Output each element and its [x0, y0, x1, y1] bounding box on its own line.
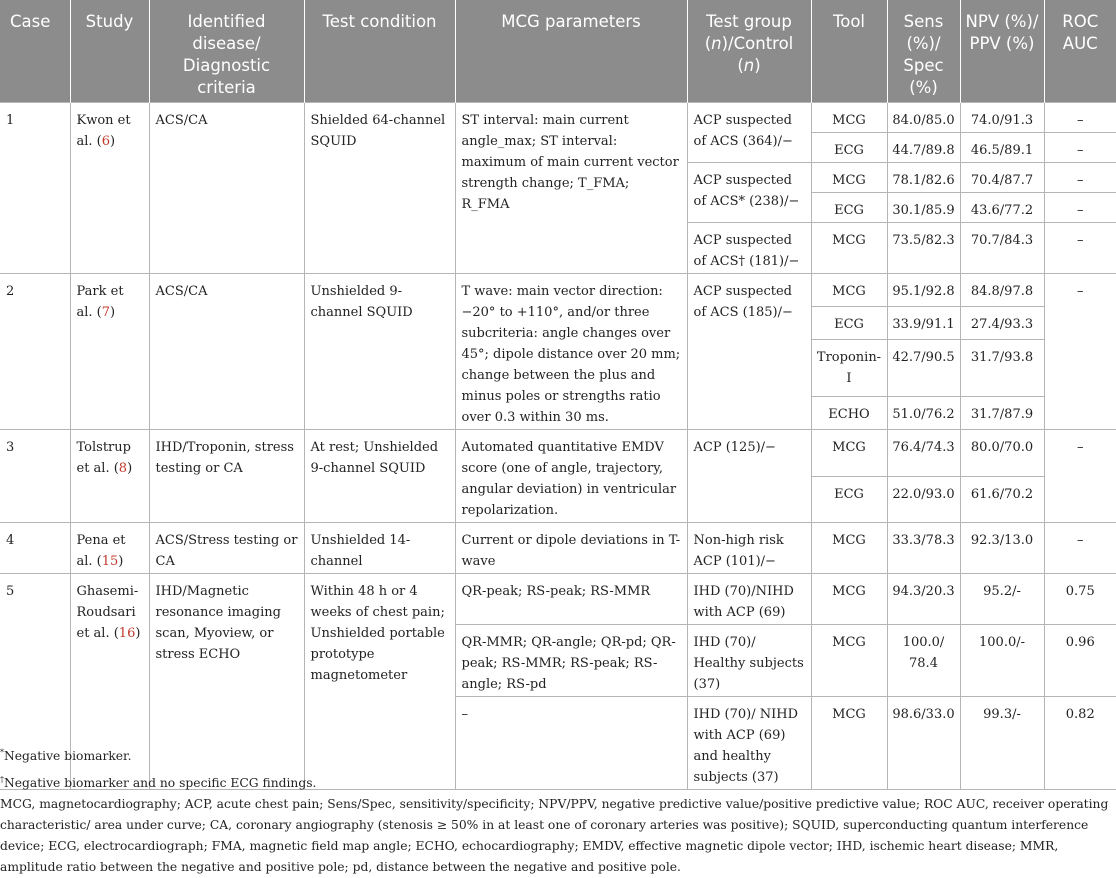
roc-cell: 0.82	[1044, 697, 1116, 790]
sens-spec-cell: 51.0/76.2	[887, 396, 960, 429]
tool-cell: ECG	[811, 307, 887, 340]
roc-cell: –	[1044, 163, 1116, 193]
npv-ppv-cell: 100.0/-	[960, 625, 1044, 697]
group-cell: ACP suspected of ACS (364)/−	[687, 103, 811, 163]
condition-cell: Unshielded 14-channel	[304, 523, 455, 574]
header-sens: Sens (%)/ Spec (%)	[887, 0, 960, 103]
roc-cell: –	[1044, 223, 1116, 274]
npv-ppv-cell: 80.0/70.0	[960, 430, 1044, 477]
tool-cell: MCG	[811, 523, 887, 574]
case-number: 4	[0, 523, 70, 574]
table-footnotes	[0, 746, 1112, 878]
sens-spec-cell: 33.3/78.3	[887, 523, 960, 574]
case-number: 1	[0, 103, 70, 274]
header-row	[0, 0, 1116, 103]
group-cell: ACP suspected of ACS* (238)/−	[687, 163, 811, 223]
condition-cell: Within 48 h or 4 weeks of chest pain; Unshielded portable prototype magnetometer	[304, 574, 455, 790]
sens-spec-cell: 30.1/85.9	[887, 193, 960, 223]
header-tool: Tool	[811, 0, 887, 103]
roc-cell: 0.75	[1044, 574, 1116, 625]
npv-ppv-cell: 84.8/97.8	[960, 274, 1044, 307]
tool-cell: MCG	[811, 163, 887, 193]
roc-cell: –	[1044, 274, 1116, 430]
footnote-dagger: †Negative biomarker and no specific ECG findings.	[0, 774, 317, 790]
reference-link[interactable]: 16	[118, 626, 136, 641]
npv-ppv-cell: 61.6/70.2	[960, 476, 1044, 523]
reference-link[interactable]: 6	[101, 134, 111, 149]
tool-cell: MCG	[811, 430, 887, 477]
tool-cell: ECHO	[811, 396, 887, 429]
params-cell: ST interval: main current angle_max; ST interval: maximum of main current vector strength change; T_FMA; R_FMA	[455, 103, 687, 274]
npv-ppv-cell: 95.2/-	[960, 574, 1044, 625]
params-cell: –	[455, 697, 687, 790]
tool-cell: ECG	[811, 476, 887, 523]
sens-spec-cell: 44.7/89.8	[887, 133, 960, 163]
tool-cell: MCG	[811, 274, 887, 307]
params-cell: Automated quantitative EMDV score (one of angle, trajectory, angular deviation) in ventricular repolarization.	[455, 430, 687, 523]
disease-cell: ACS/CA	[149, 103, 304, 274]
condition-cell: Unshielded 9-channel SQUID	[304, 274, 455, 430]
reference-link[interactable]: 15	[101, 554, 119, 569]
sens-spec-cell: 98.6/33.0	[887, 697, 960, 790]
study-cell: Tolstrup et al. (8)	[70, 430, 149, 523]
sens-spec-cell: 22.0/93.0	[887, 476, 960, 523]
tool-cell: MCG	[811, 103, 887, 133]
group-cell: ACP suspected of ACS (185)/−	[687, 274, 811, 430]
table-row	[0, 103, 1116, 133]
tool-cell: MCG	[811, 223, 887, 274]
sens-spec-cell: 42.7/90.5	[887, 340, 960, 396]
npv-ppv-cell: 99.3/-	[960, 697, 1044, 790]
npv-ppv-cell: 70.7/84.3	[960, 223, 1044, 274]
group-cell: IHD (70)/ Healthy subjects (37)	[687, 625, 811, 697]
sens-spec-cell: 73.5/82.3	[887, 223, 960, 274]
disease-cell: IHD/Troponin, stress testing or CA	[149, 430, 304, 523]
condition-cell: Shielded 64-channel SQUID	[304, 103, 455, 274]
group-cell: Non-high risk ACP (101)/−	[687, 523, 811, 574]
condition-cell: At rest; Unshielded 9-channel SQUID	[304, 430, 455, 523]
reference-link[interactable]: 7	[101, 305, 111, 320]
npv-ppv-cell: 31.7/87.9	[960, 396, 1044, 429]
params-cell: QR-peak; RS-peak; RS-MMR	[455, 574, 687, 625]
group-cell: IHD (70)/ NIHD with ACP (69) and healthy subjects (37)	[687, 697, 811, 790]
table-row	[0, 574, 1116, 625]
footnote-asterisk: *Negative biomarker.	[0, 747, 132, 763]
header-npv: NPV (%)/ PPV (%)	[960, 0, 1044, 103]
header-case: Case	[0, 0, 70, 103]
reference-link[interactable]: 8	[118, 461, 128, 476]
params-cell: Current or dipole deviations in T-wave	[455, 523, 687, 574]
disease-cell: ACS/CA	[149, 274, 304, 430]
header-group: Test group (n)/Control (n)	[687, 0, 811, 103]
roc-cell: –	[1044, 430, 1116, 523]
sens-spec-cell: 84.0/85.0	[887, 103, 960, 133]
npv-ppv-cell: 46.5/89.1	[960, 133, 1044, 163]
group-cell: IHD (70)/NIHD with ACP (69)	[687, 574, 811, 625]
npv-ppv-cell: 31.7/93.8	[960, 340, 1044, 396]
tool-cell: MCG	[811, 574, 887, 625]
params-cell: QR-MMR; QR-angle; QR-pd; QR-peak; RS-MMR; RS-peak; RS-angle; RS-pd	[455, 625, 687, 697]
npv-ppv-cell: 70.4/87.7	[960, 163, 1044, 193]
roc-cell: –	[1044, 103, 1116, 133]
sens-spec-cell: 95.1/92.8	[887, 274, 960, 307]
study-cell: Pena et al. (15)	[70, 523, 149, 574]
roc-cell: 0.96	[1044, 625, 1116, 697]
tool-cell: Troponin-I	[811, 340, 887, 396]
npv-ppv-cell: 92.3/13.0	[960, 523, 1044, 574]
sens-spec-cell: 76.4/74.3	[887, 430, 960, 477]
table-row	[0, 274, 1116, 307]
case-number: 3	[0, 430, 70, 523]
tool-cell: MCG	[811, 697, 887, 790]
disease-cell: IHD/Magnetic resonance imaging scan, Myoview, or stress ECHO	[149, 574, 304, 790]
header-condition: Test condition	[304, 0, 455, 103]
sens-spec-cell: 94.3/20.3	[887, 574, 960, 625]
case-number: 2	[0, 274, 70, 430]
header-params: MCG parameters	[455, 0, 687, 103]
group-cell: ACP (125)/−	[687, 430, 811, 523]
header-study: Study	[70, 0, 149, 103]
header-roc: ROC AUC	[1044, 0, 1116, 103]
table-row	[0, 523, 1116, 574]
study-cell: Park et al. (7)	[70, 274, 149, 430]
roc-cell: –	[1044, 133, 1116, 163]
case-number: 5	[0, 574, 70, 790]
roc-cell: –	[1044, 523, 1116, 574]
sens-spec-cell: 100.0/ 78.4	[887, 625, 960, 697]
tool-cell: MCG	[811, 625, 887, 697]
roc-cell: –	[1044, 193, 1116, 223]
npv-ppv-cell: 74.0/91.3	[960, 103, 1044, 133]
disease-cell: ACS/Stress testing or CA	[149, 523, 304, 574]
npv-ppv-cell: 27.4/93.3	[960, 307, 1044, 340]
table-row	[0, 430, 1116, 477]
tool-cell: ECG	[811, 133, 887, 163]
npv-ppv-cell: 43.6/77.2	[960, 193, 1044, 223]
study-cell: Kwon et al. (6)	[70, 103, 149, 274]
params-cell: T wave: main vector direction: −20° to +110°, and/or three subcriteria: angle changes over 45°; dipole distance over 20 mm; change between the plus and minus poles or strengths ratio over 0.3 within 30 ms.	[455, 274, 687, 430]
sens-spec-cell: 78.1/82.6	[887, 163, 960, 193]
sens-spec-cell: 33.9/91.1	[887, 307, 960, 340]
study-cell: Ghasemi-Roudsari et al. (16)	[70, 574, 149, 790]
group-cell: ACP suspected of ACS† (181)/−	[687, 223, 811, 274]
footnote-abbreviations: MCG, magnetocardiography; ACP, acute chest pain; Sens/Spec, sensitivity/specificity; NPV/PPV, negative predictive value/positive predictive value; ROC AUC, receiver operating characteristic/ area under curve; CA, coronary angiography (stenosis ≥ 50% in at least one of coronary arteries was positive); SQUID, superconducting quantum interference device; ECG, electrocardiograph; FMA, magnetic field map angle; ECHO, echocardiography; EMDV, effective magnetic dipole vector; IHD, ischemic heart disease; MMR, amplitude ratio between the negative and positive pole; pd, distance between the negative and positive pole.	[0, 797, 1109, 874]
tool-cell: ECG	[811, 193, 887, 223]
header-disease: Identified disease/ Diagnostic criteria	[149, 0, 304, 103]
